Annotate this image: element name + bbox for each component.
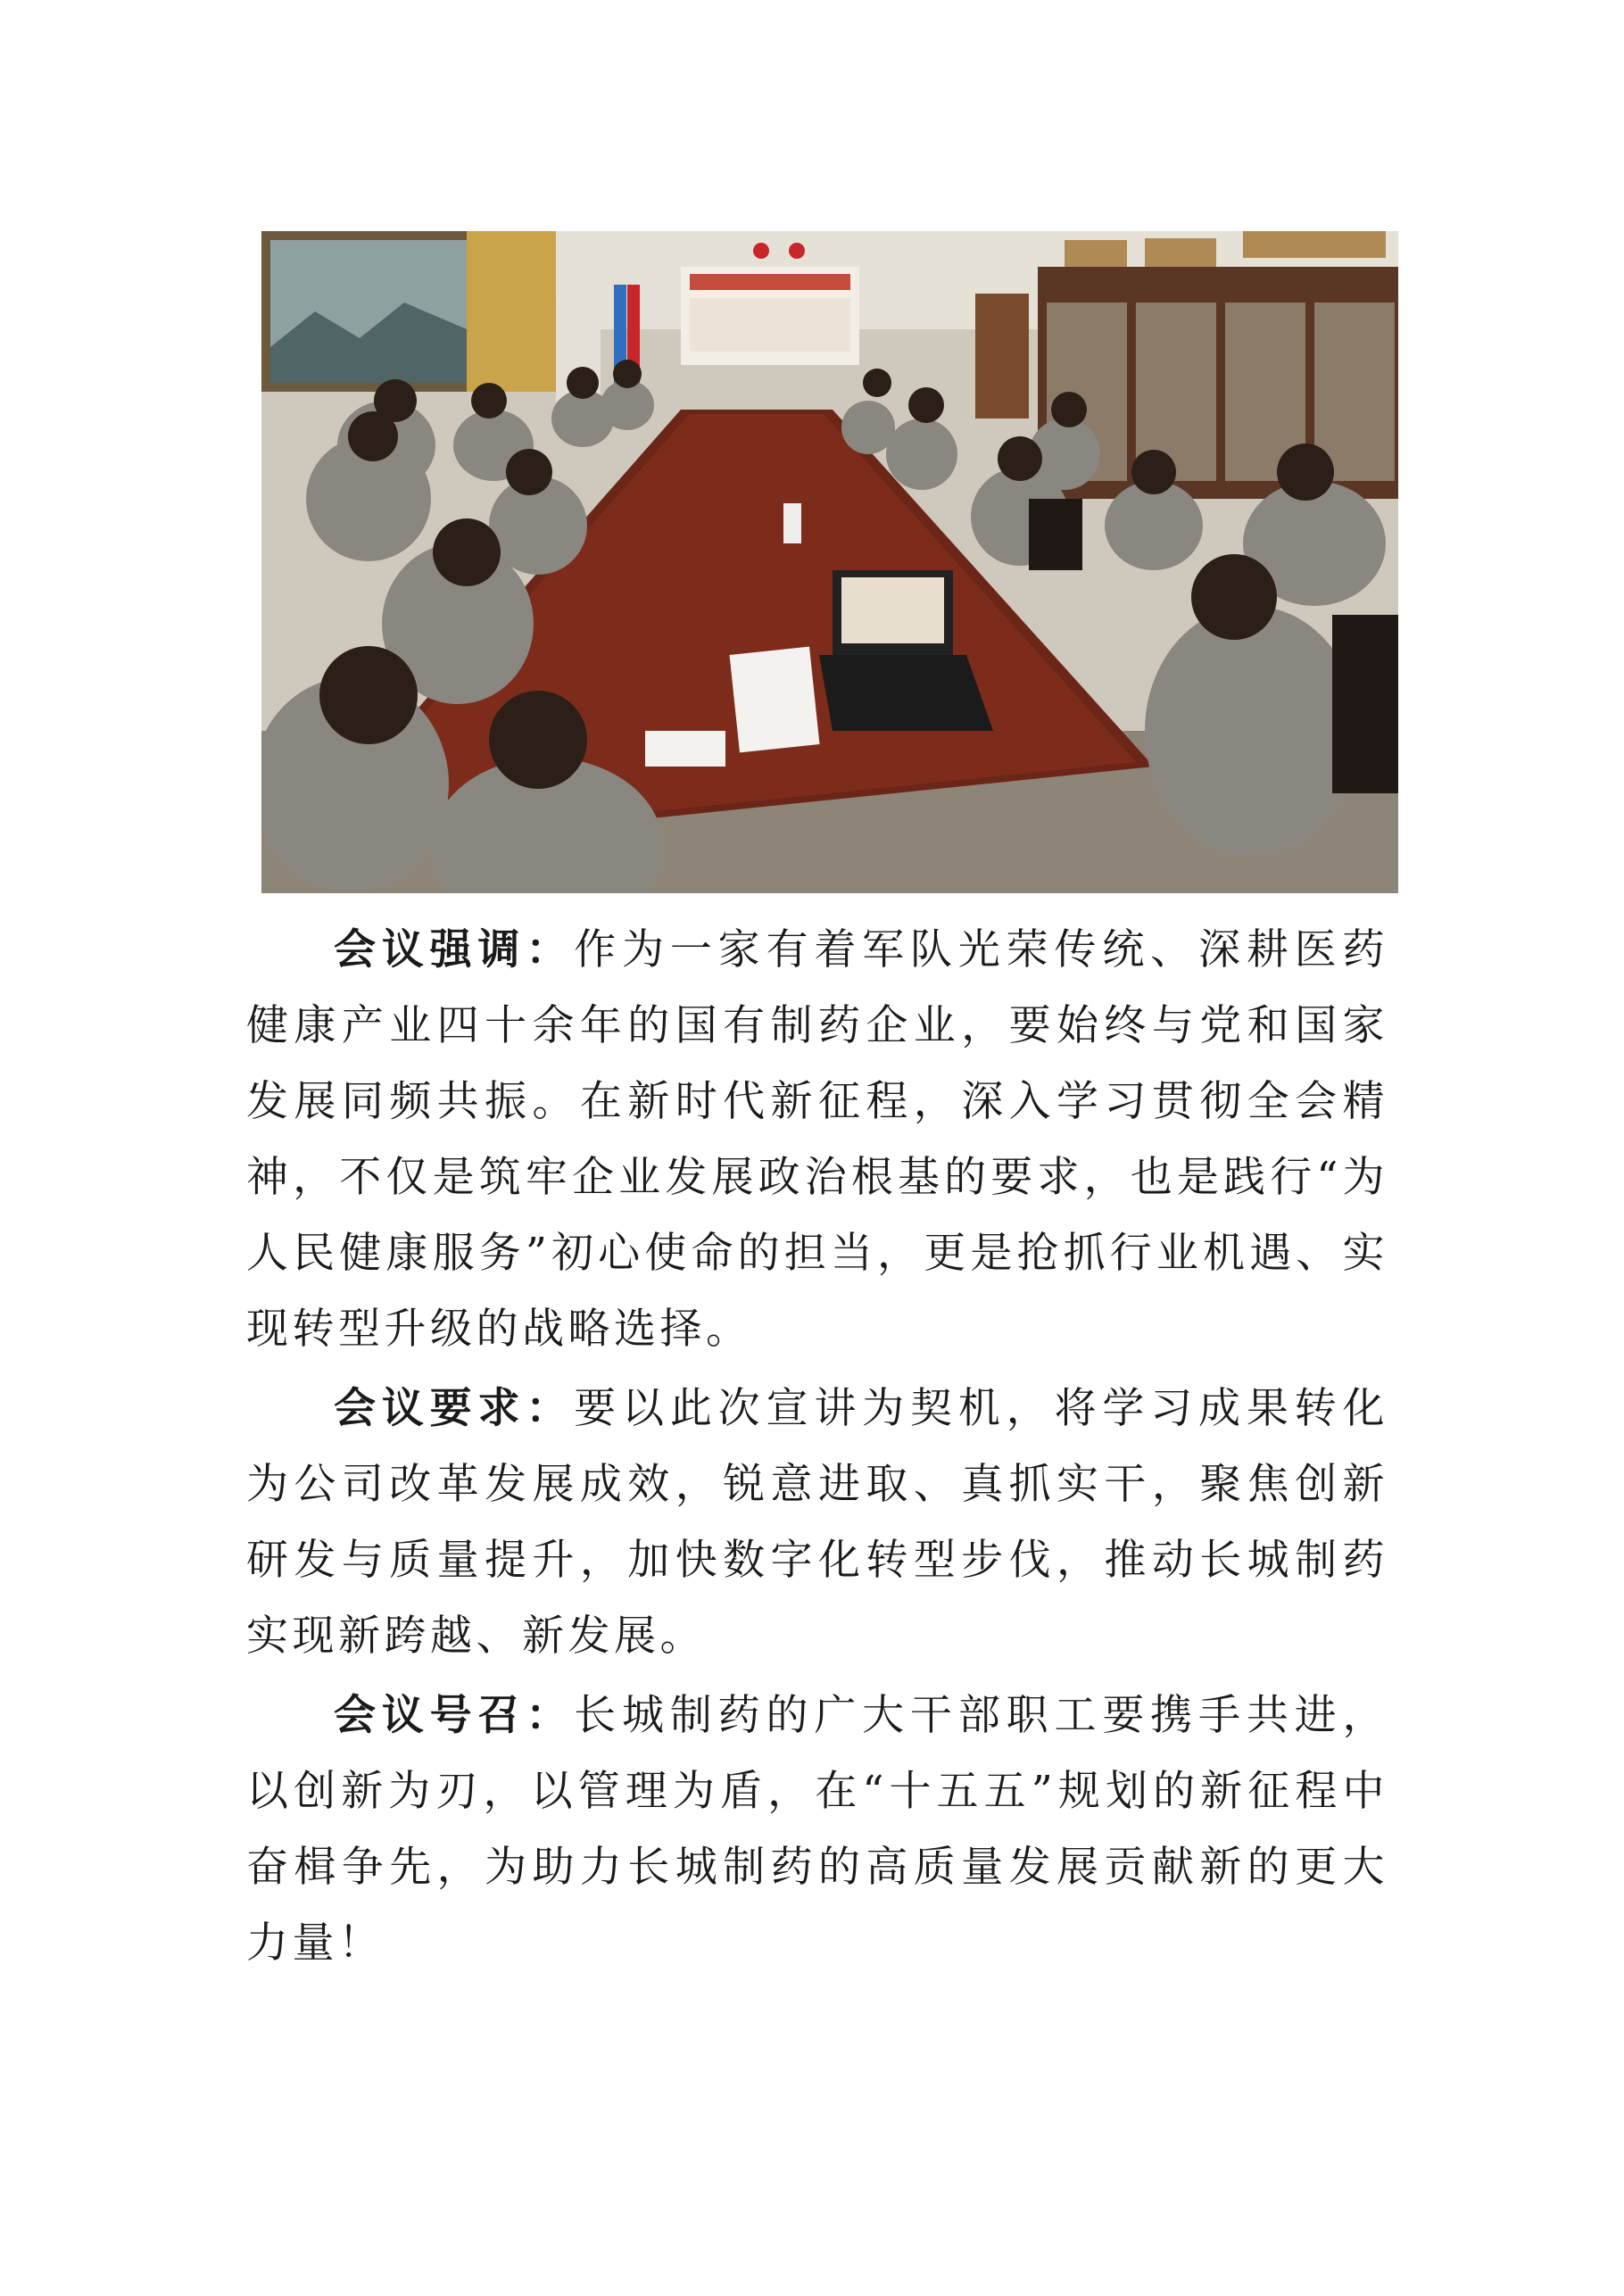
article-body — [246, 912, 1388, 1981]
paragraph-text: 作为一家有着军队光荣传统、深耕医药健康产业四十余年的国有制药企业，要始终与党和国家发展同频共振。在新时代新征程，深入学习贯彻全会精神，不仅是筑牢企业发展政治根基的要求，也是践行“为人民健康服务”初心使命的担当，更是抢抓行业机遇、实现转型升级的战略选择。 — [246, 925, 1389, 1354]
paragraph-text: 长城制药的广大干部职工要携手共进，以创新为刃，以管理为盾，在“十五五”规划的新征程中奋楫争先，为助力长城制药的高质量发展贡献新的更大力量！ — [246, 1691, 1389, 1968]
paragraph-lead: 会议号召： — [334, 1691, 575, 1740]
paragraph-text: 要以此次宣讲为契机，将学习成果转化为公司改革发展成效，锐意进取、真抓实干，聚焦创新研发与质量提升，加快数字化转型步伐，推动长城制药实现新跨越、新发展。 — [246, 1384, 1389, 1661]
paragraph-lead: 会议强调： — [334, 925, 575, 974]
paragraph-emphasis — [246, 912, 1388, 1367]
paragraph-requirement — [246, 1371, 1388, 1674]
paragraph-call — [246, 1678, 1388, 1981]
paragraph-lead: 会议要求： — [334, 1384, 575, 1433]
meeting-photo — [261, 231, 1398, 893]
